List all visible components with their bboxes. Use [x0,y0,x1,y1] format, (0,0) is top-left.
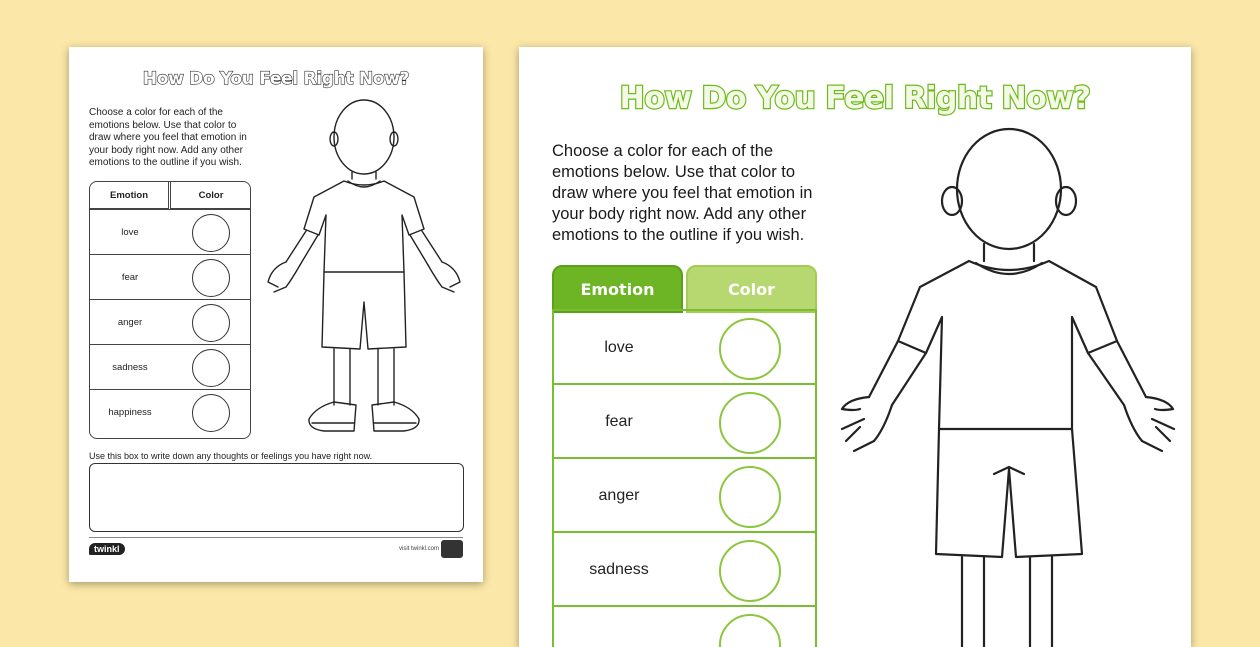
table-row-anger [554,457,815,533]
emotion-header: Emotion [90,182,169,209]
emotion-header-large: Emotion [552,265,683,313]
emotion-label: sadness [589,561,649,578]
table-row-sadness [554,531,815,607]
emotion-label: love [604,339,634,356]
twinkl-logo: twinkl [89,543,125,555]
color-circle [719,614,781,647]
emotion-label: love [121,227,139,238]
color-circle [192,304,230,342]
instructions-text: Choose a color for each of the emotions below. Use that color to draw where you feel that emotion in your body right now. Add any other emotions to the outline if you wish. [89,107,247,168]
worksheet-title-large: How Do You Feel Right Now? [619,81,1091,116]
color-circle [192,214,230,252]
worksheet-title: How Do You Feel Right Now? [142,69,410,89]
emotion-label: sadness [112,362,148,373]
emotion-label: fear [605,413,633,430]
footer-divider [89,537,463,538]
emotion-label: anger [598,487,640,504]
worksheet-thumbnail [69,47,483,582]
color-header-large: Color [686,265,817,313]
worksheet-zoomed [519,47,1191,647]
emotion-label: happiness [108,407,152,418]
body-outline-illustration [264,97,464,447]
body-outline-illustration-large [834,129,1164,647]
color-circle [719,318,781,380]
emotion-table-large [552,309,817,647]
color-header: Color [170,182,251,209]
color-circle [719,540,781,602]
color-circle [719,466,781,528]
emotion-label: anger [117,317,143,328]
table-row-anger [90,299,250,345]
emotion-label: fear [121,272,139,283]
instructions-text-large: Choose a color for each of the emotions below. Use that color to draw where you feel that emotion in your body right now. Add any other emotions to the outline if you wish. [552,142,813,244]
color-circle [192,259,230,297]
table-row-love [554,309,815,385]
table-row-happiness [90,389,250,435]
color-circle [192,349,230,387]
badge-icon [441,540,463,558]
writing-prompt: Use this box to write down any thoughts or feelings you have right now. [89,451,373,461]
emotion-label [554,607,684,647]
color-circle [192,394,230,432]
table-row-fear [554,383,815,459]
color-circle [719,392,781,454]
table-row-love [90,209,250,255]
emotion-table [89,181,251,439]
footer-url: visit twinkl.com [399,546,440,552]
writing-box [89,463,464,532]
table-row-happiness [554,605,815,647]
table-row-fear [90,254,250,300]
table-row-sadness [90,344,250,390]
